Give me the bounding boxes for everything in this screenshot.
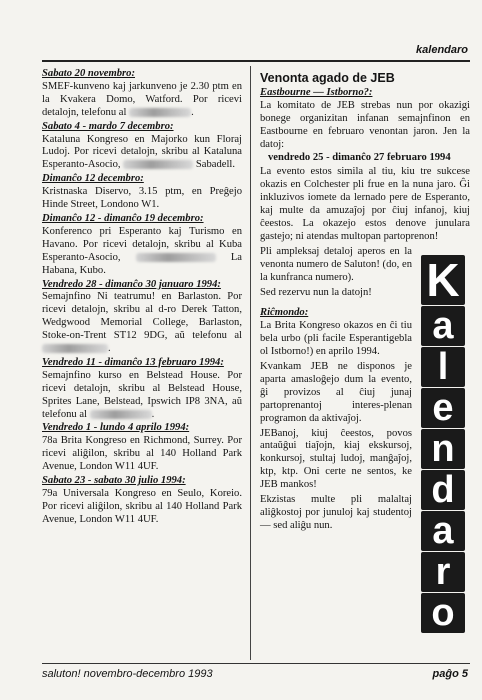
event-1 <box>42 68 242 120</box>
event-8 <box>42 475 242 527</box>
title-letter: l <box>421 347 465 387</box>
event-6 <box>42 357 242 422</box>
event-3 <box>42 173 242 212</box>
title-letter: o <box>421 593 465 633</box>
eastbourne-next-issue: Pli ampleksaj detaloj aperos en la venonta numero de Saluton! (do, en la kunfranca numero). <box>260 245 412 283</box>
redacted-phone <box>42 344 108 353</box>
event-text: Semajnfino Ni teatrumu! en Barlaston. Por ricevi detalojn, skribu al d-ro Derek Tatton, Wedgwood Memorial College, Barlaston, Stoke-on-Trent ST12 9DG, aŭ telefonu al . <box>42 291 242 355</box>
events-column <box>42 68 242 528</box>
header-rule <box>42 60 470 62</box>
event-date: Dimanĉo 12 - dimanĉo 19 decembro: <box>42 212 204 224</box>
event-text: SMEF-kunveno kaj jarkunveno je 2.30 ptm en la Kvakera Domo, Watford. Por ricevi detalojn, telefonu al . <box>42 80 242 118</box>
event-date: Vendredo 28 - dimanĉo 30 januaro 1994: <box>42 278 221 290</box>
jeb-section-title: Venonta agado de JEB <box>260 71 395 85</box>
column-divider <box>250 66 251 660</box>
title-letter: n <box>421 429 465 469</box>
title-letter: K <box>421 255 465 305</box>
richmond-costs: Ekzistas multe pli malaltaj aliĝkostoj por junuloj kaj studentoj — sed aliĝu nun. <box>260 494 412 531</box>
event-date: Sabato 4 - mardo 7 decembro: <box>42 120 174 132</box>
event-date: Vendredo 11 - dimanĉo 13 februaro 1994: <box>42 356 224 368</box>
event-text: Kataluna Kongreso en Majorko kun Floraj Ludoj. Por ricevi detalojn, skribu al Kataluna Esperanto-Asocio, Sabadell. <box>42 133 242 171</box>
event-text: Semajnfino kurso en Belstead House. Por ricevi detalojn, skribu al Belstead House, Sprites Lane, Belstead, Ipswich IP8 3NA, aŭ telefonu al . <box>42 369 242 420</box>
redacted-phone <box>129 108 191 117</box>
title-letter: e <box>421 388 465 428</box>
event-text: Kristnaska Diservo, 3.15 ptm, en Preĝejo Hinde Street, Londono W1. <box>42 186 242 211</box>
event-text: 78a Brita Kongreso en Richmond, Surrey. Por ricevi aliĝilon, skribu al 140 Holland Park Avenue, London W11 4UF. <box>42 435 242 473</box>
eastbourne-reserve: Sed rezervu nun la datojn! <box>260 286 372 298</box>
event-date: Sabato 23 - sabato 30 julio 1994: <box>42 475 186 487</box>
footer-rule <box>42 663 470 664</box>
vertical-title <box>421 254 469 634</box>
event-2 <box>42 121 242 173</box>
title-letter: a <box>421 511 465 551</box>
event-date: Sabato 20 novembro: <box>42 68 135 79</box>
event-date: Vendredo 1 - lundo 4 aprilo 1994: <box>42 422 190 434</box>
event-text: 79a Universala Kongreso en Seulo, Koreio. Por ricevi aliĝilon, skribu al 140 Holland Park Avenue, London W11 4UF. <box>42 488 242 525</box>
redacted-phone <box>90 410 152 419</box>
eastbourne-heading: Eastbourne — Istborno?: <box>260 86 373 98</box>
page-number: paĝo 5 <box>432 668 468 680</box>
richmond-activities: JEBanoj, kiuj ĉeestos, povos antaŭĝui tiaĵojn, kiaj ekskursoj, konkursoj, stultaj ludoj, manĝaĵoj, ktp, ktp. Oni certe ne sentos, ke JEB mankos! <box>260 427 412 491</box>
title-letter: r <box>421 552 465 592</box>
event-5 <box>42 279 242 356</box>
redacted-address <box>136 253 216 262</box>
eastbourne-date: vendredo 25 - dimanĉo 27 februaro 1994 <box>268 152 451 164</box>
richmond-program: Kvankam JEB ne disponos je aparta amasloĝejo dum la evento, ĝi provizos al ĉiuj junaj partoprenantoj interes-plenan programon da aktivaĵoj. <box>260 361 412 424</box>
title-letter: d <box>421 470 465 510</box>
title-letter: a <box>421 306 465 346</box>
eastbourne-intro: La komitato de JEB strebas nun por okazigi bonege organizitan infanan semajnfinon en Eastbourne en februaro venontan jaron. Jen la datoj: <box>260 99 470 150</box>
richmond-heading: Riĉmondo: <box>260 307 309 319</box>
richmond-intro: La Brita Kongreso okazos en ĉi tiu bela urbo (pli facile Esperantigebla ol Istborno!) en aprilo 1994. <box>260 320 412 358</box>
event-4 <box>42 213 242 278</box>
section-header: kalendaro <box>416 44 468 56</box>
eastbourne-details: La evento estos simila al tiu, kiu tre sukcese okazis en Colchester pli frue en la nuna jaro. Ĝi inkluzivos iomete da lernado pere de Esperanto, kaj multe da amuzaĵoj por ĉiuj infanoj, kiuj ĉeestos. La okazejo estos denove junulara gastejo; ni atendas multopan partoprenon! <box>260 166 470 242</box>
redacted-address <box>123 160 193 169</box>
event-text: Konferenco pri Esperanto kaj Turismo en Havano. Por ricevi detalojn, skribu al Kuba Esperanto-Asocio, La Habana, Kubo. <box>42 225 242 276</box>
footer-magazine: saluton! novembro-decembro 1993 <box>42 668 213 680</box>
event-date: Dimanĉo 12 decembro: <box>42 173 144 185</box>
event-7 <box>42 422 242 474</box>
